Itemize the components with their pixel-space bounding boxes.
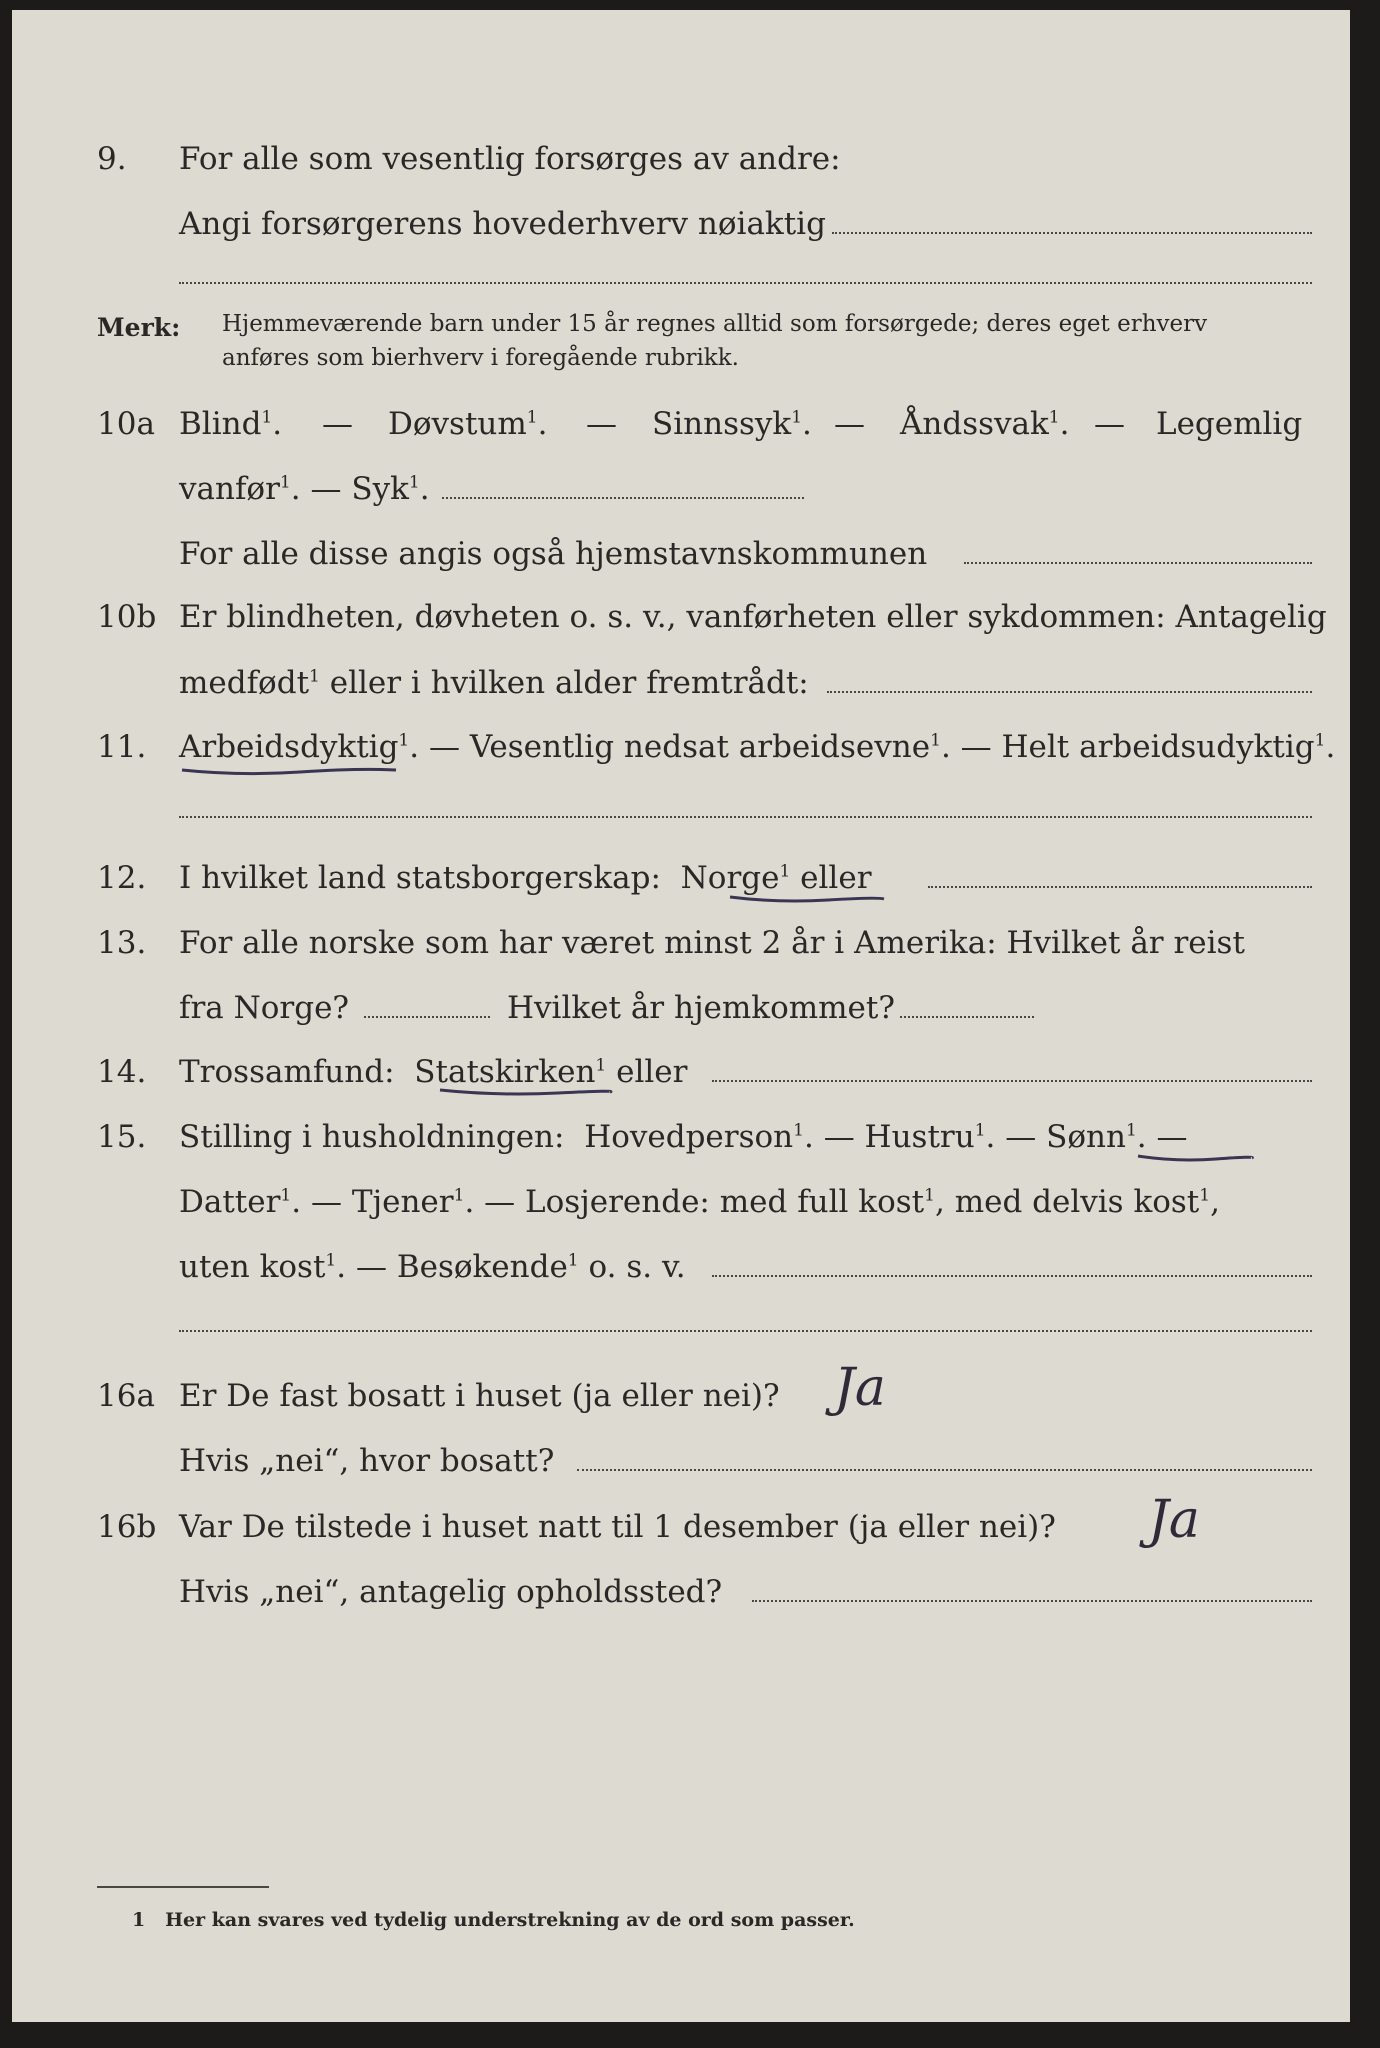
- q12-number: 12.: [97, 860, 147, 896]
- q16a-line1: Er De fast bosatt i huset (ja eller nei)?: [179, 1378, 780, 1414]
- footnote-rule: [97, 1886, 269, 1888]
- q13-line1: For alle norske som har været minst 2 år i Amerika: Hvilket år reist: [179, 925, 1245, 961]
- q9-line1: For alle som vesentlig forsørges av andre:: [179, 141, 841, 177]
- q14-handwritten-underline: [438, 1084, 614, 1100]
- q11-line: Arbeidsdyktig$^1$. — Vesentlig nedsat arbeidsevne$^1$. — Helt arbeidsudyktig$^1$.: [179, 729, 1336, 765]
- q13-hjemkommet-field[interactable]: [900, 1016, 1034, 1018]
- q14-field[interactable]: [712, 1080, 1312, 1082]
- q16b-opholdssted-field[interactable]: [752, 1600, 1312, 1602]
- q15-number: 15.: [97, 1119, 147, 1155]
- q16a-handwritten-answer[interactable]: Ja: [834, 1358, 886, 1418]
- q11-arbeidsdyktig: Arbeidsdyktig: [179, 729, 399, 765]
- q15-line3: uten kost$^1$. — Besøkende$^1$ o. s. v.: [179, 1249, 686, 1285]
- q16a-line2: Hvis „nei“, hvor bosatt?: [179, 1443, 555, 1479]
- q10a-vanfor: vanfør$^1$. — Syk$^1$.: [179, 471, 430, 507]
- q15-line1: Stilling i husholdningen: Hovedperson$^1$. — Hustru$^1$. — Sønn$^1$. —: [179, 1119, 1188, 1155]
- q10b-line1: Er blindheten, døvheten o. s. v., vanførheten eller sykdommen: Antagelig: [179, 599, 1327, 635]
- q15-handwritten-underline: [1136, 1150, 1256, 1166]
- q9-line2: Angi forsørgerens hovederhverv nøiaktig: [179, 206, 826, 242]
- q10b-field[interactable]: [827, 691, 1312, 693]
- q10b-number: 10b: [97, 599, 157, 635]
- merk-line2: anføres som bierhverv i foregående rubrikk.: [222, 345, 739, 371]
- q15-field[interactable]: [712, 1275, 1312, 1277]
- merk-label: Merk:: [97, 313, 181, 342]
- q16b-handwritten-answer[interactable]: Ja: [1148, 1490, 1200, 1550]
- q12-handwritten-underline: [728, 891, 888, 907]
- q13-hjem: Hvilket år hjemkommet?: [507, 990, 895, 1026]
- q15-answer-field-2[interactable]: [179, 1330, 1312, 1332]
- q14-line: Trossamfund: Statskirken$^1$ eller: [179, 1054, 688, 1090]
- q10b-line2: medfødt$^1$ eller i hvilken alder fremtrådt:: [179, 665, 809, 701]
- q10a-sinnssyk: Sinnssyk$^1$.: [652, 406, 812, 442]
- q10a-dovstum: Døvstum$^1$.: [388, 406, 548, 442]
- q15-sonn: Sønn: [1046, 1119, 1126, 1155]
- dash: —: [834, 406, 865, 442]
- q13-fra: fra Norge?: [179, 990, 350, 1026]
- q16b-number: 16b: [97, 1509, 157, 1545]
- q12-field[interactable]: [928, 886, 1312, 888]
- dash: —: [1094, 406, 1125, 442]
- q12-line: I hvilket land statsborgerskap: Norge$^1$ eller: [179, 860, 872, 896]
- dash: —: [322, 406, 353, 442]
- footnote: 1 Her kan svares ved tydelig understrekning av de ord som passer.: [132, 1909, 855, 1931]
- q13-number: 13.: [97, 925, 147, 961]
- dash: —: [586, 406, 617, 442]
- census-form-page: [12, 10, 1350, 2022]
- q16b-line1: Var De tilstede i huset natt til 1 desember (ja eller nei)?: [179, 1509, 1056, 1545]
- q11-number: 11.: [97, 729, 147, 765]
- q10a-legemlig: Legemlig: [1156, 406, 1303, 442]
- q13-reist-field[interactable]: [364, 1016, 490, 1018]
- q9-answer-field[interactable]: [832, 232, 1312, 234]
- q11-handwritten-underline: [180, 762, 400, 778]
- q16a-number: 16a: [97, 1378, 155, 1414]
- q10a-line3: For alle disse angis også hjemstavnskommunen: [179, 536, 928, 572]
- merk-line1: Hjemmeværende barn under 15 år regnes alltid som forsørgede; deres eget erhverv: [222, 311, 1208, 337]
- q10a-syk-field[interactable]: [442, 497, 804, 499]
- q9-answer-field-2[interactable]: [179, 282, 1312, 284]
- q16b-line2: Hvis „nei“, antagelig opholdssted?: [179, 1574, 723, 1610]
- q15-line2: Datter$^1$. — Tjener$^1$. — Losjerende: med full kost$^1$, med delvis kost$^1$,: [179, 1184, 1220, 1220]
- q10a-andssvak: Åndssvak$^1$.: [900, 406, 1070, 442]
- q9-number: 9.: [97, 141, 127, 177]
- q11-answer-field[interactable]: [179, 816, 1312, 818]
- q10a-hjemstavn-field[interactable]: [964, 562, 1312, 564]
- q10a-number: 10a: [97, 406, 155, 442]
- q10a-blind: Blind$^1$.: [179, 406, 283, 442]
- q16a-bosatt-field[interactable]: [577, 1469, 1312, 1471]
- q14-number: 14.: [97, 1054, 147, 1090]
